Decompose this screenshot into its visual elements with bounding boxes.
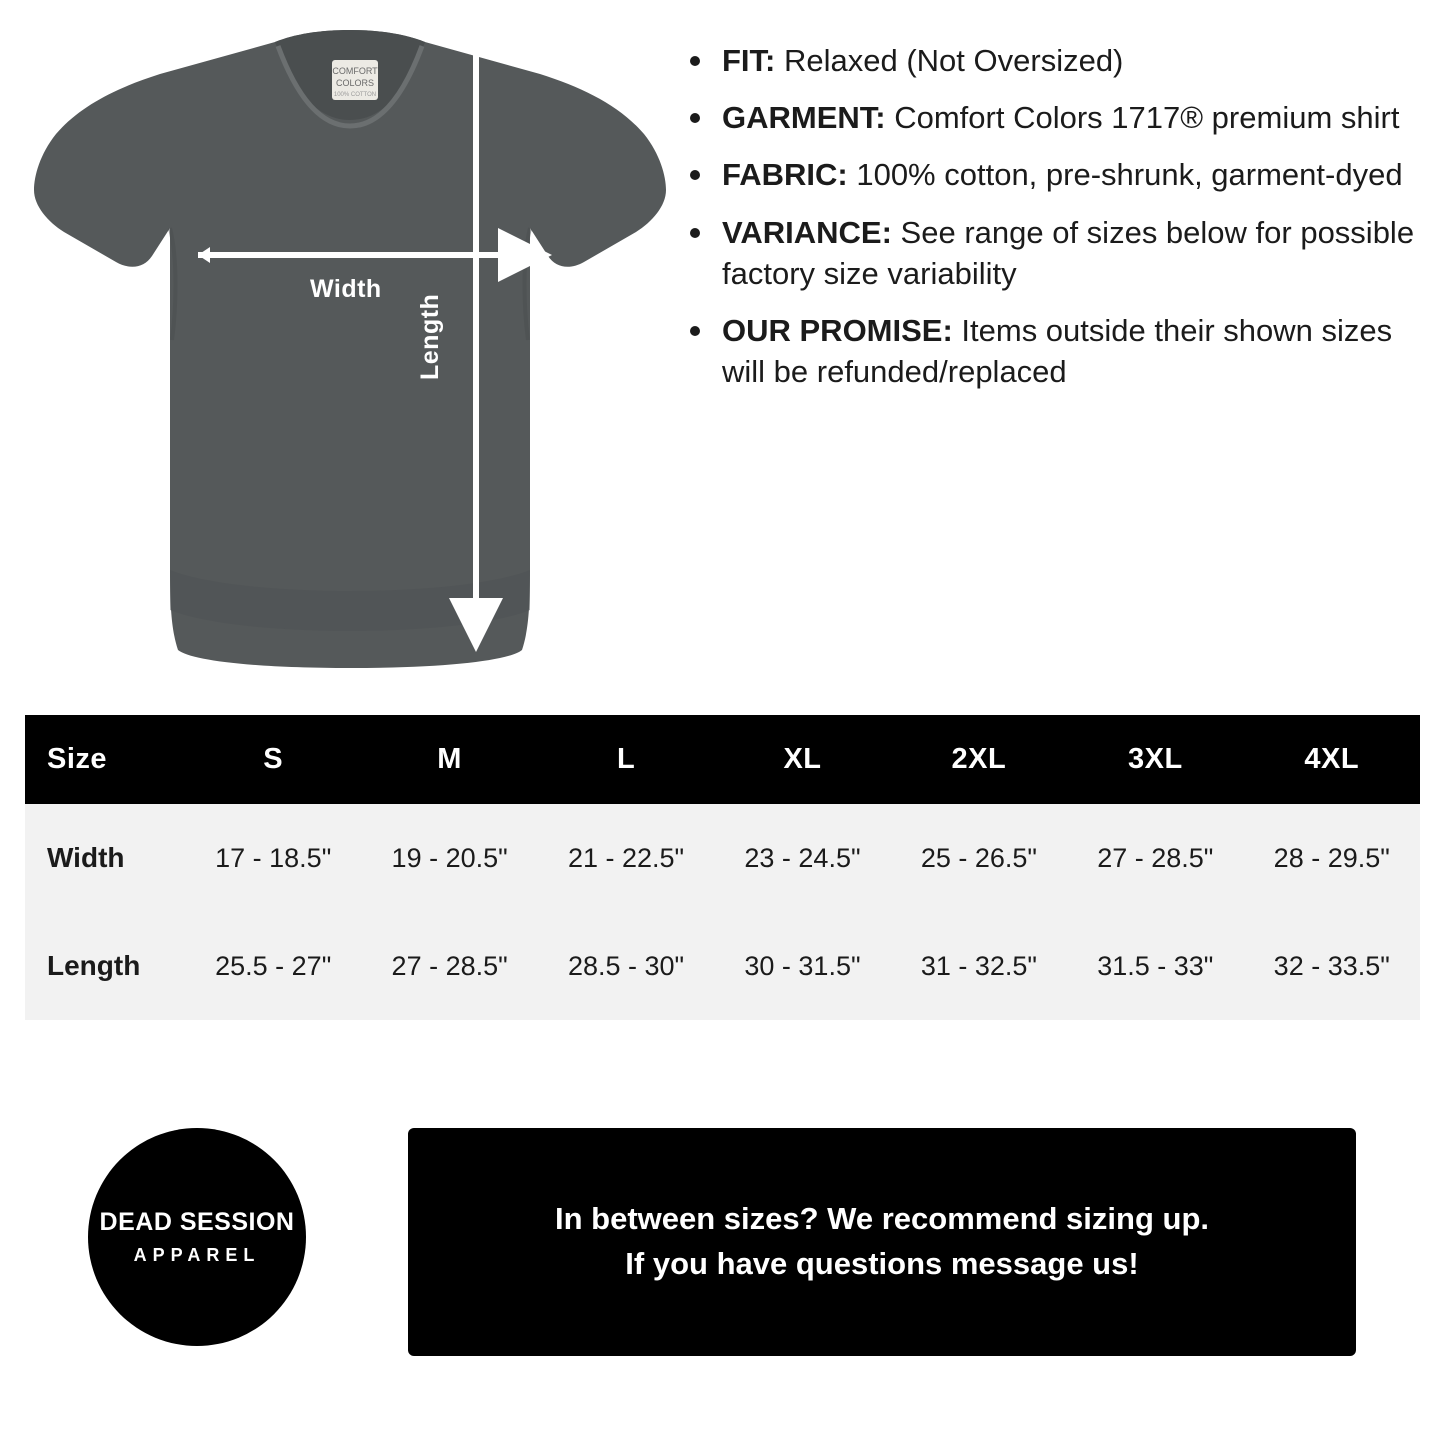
sizing-note [408,1128,1356,1356]
table-cell: 27 - 28.5" [1097,842,1214,873]
svg-text:COMFORT: COMFORT [332,66,378,76]
table-cell: 30 - 31.5" [744,950,861,981]
table-cell: 28.5 - 30" [567,950,685,981]
table-header-cell: 3XL [1127,743,1183,775]
svg-text:COLORS: COLORS [335,78,375,88]
brand-logo-name: DEAD SESSION [99,1208,295,1236]
bullet-dot-icon [690,170,700,180]
table-header-cell: 2XL [951,743,1007,775]
list-item [690,97,1430,138]
table-cell: 32 - 33.5" [1273,950,1390,981]
shirt-illustration [20,10,680,680]
bullet-value: Relaxed (Not Oversized) [775,43,1124,78]
list-item [690,310,1430,392]
bullet-content [722,310,1430,392]
table-header-cell: M [437,743,462,775]
table-row [25,912,1420,1020]
list-item [690,40,1430,81]
bullet-dot-icon [690,113,700,123]
bullet-dot-icon [690,326,700,336]
bullet-content [722,154,1403,195]
bullet-value: Items outside their shown sizes will be refunded/replaced [722,313,1393,390]
bullet-label: VARIANCE: [722,214,892,250]
table-cell: 25.5 - 27" [215,950,332,981]
table-cell: 17 - 18.5" [215,842,332,873]
list-item [690,212,1430,294]
bullet-label: GARMENT: [722,100,886,136]
size-table [25,715,1420,1020]
bullet-value: Comfort Colors 1717® premium shirt [885,100,1400,136]
bullet-content [722,212,1430,294]
length-measure-label: Length [416,293,444,380]
table-row [25,804,1420,912]
table-header-row [25,715,1420,804]
sizing-note-line-2: If you have questions message us! [625,1246,1139,1281]
bullet-value: See range of sizes below for possible factory size variability [722,214,1415,291]
bullet-label: OUR PROMISE: [722,313,953,349]
svg-text:100% COTTON: 100% COTTON [333,92,377,98]
table-cell: 23 - 24.5" [744,842,861,873]
table-cell: 28 - 29.5" [1273,842,1390,873]
row-label: Width [47,842,125,873]
top-section [0,0,1445,700]
width-measure-label: Width [310,275,382,303]
bullet-label: FIT: [722,43,776,78]
table-cell: 31.5 - 33" [1097,950,1214,981]
table-cell: 27 - 28.5" [391,950,508,981]
table-cell: 19 - 20.5" [391,842,508,873]
feature-bullet-list [690,40,1430,409]
table-header-cell: L [616,743,636,775]
bullet-dot-icon [690,56,700,66]
row-label: Length [47,950,141,981]
brand-logo [88,1128,306,1346]
sizing-note-line-1: In between sizes? We recommend sizing up. [554,1201,1209,1237]
table-cell: 31 - 32.5" [920,950,1037,981]
bullet-label: FABRIC: [722,157,848,193]
bullet-dot-icon [690,228,700,238]
table-header-cell: Size [47,743,108,775]
bullet-content [722,40,1123,81]
brand-logo-sub: APPAREL [133,1245,261,1265]
table-header-cell: XL [783,743,822,775]
bullet-value: 100% cotton, pre-shrunk, garment-dyed [847,157,1403,193]
table-cell: 25 - 26.5" [920,842,1037,873]
table-header-cell: 4XL [1304,743,1360,775]
table-cell: 21 - 22.5" [567,842,685,873]
list-item [690,154,1430,195]
bullet-content [722,97,1399,138]
table-header-cell: S [263,743,284,775]
